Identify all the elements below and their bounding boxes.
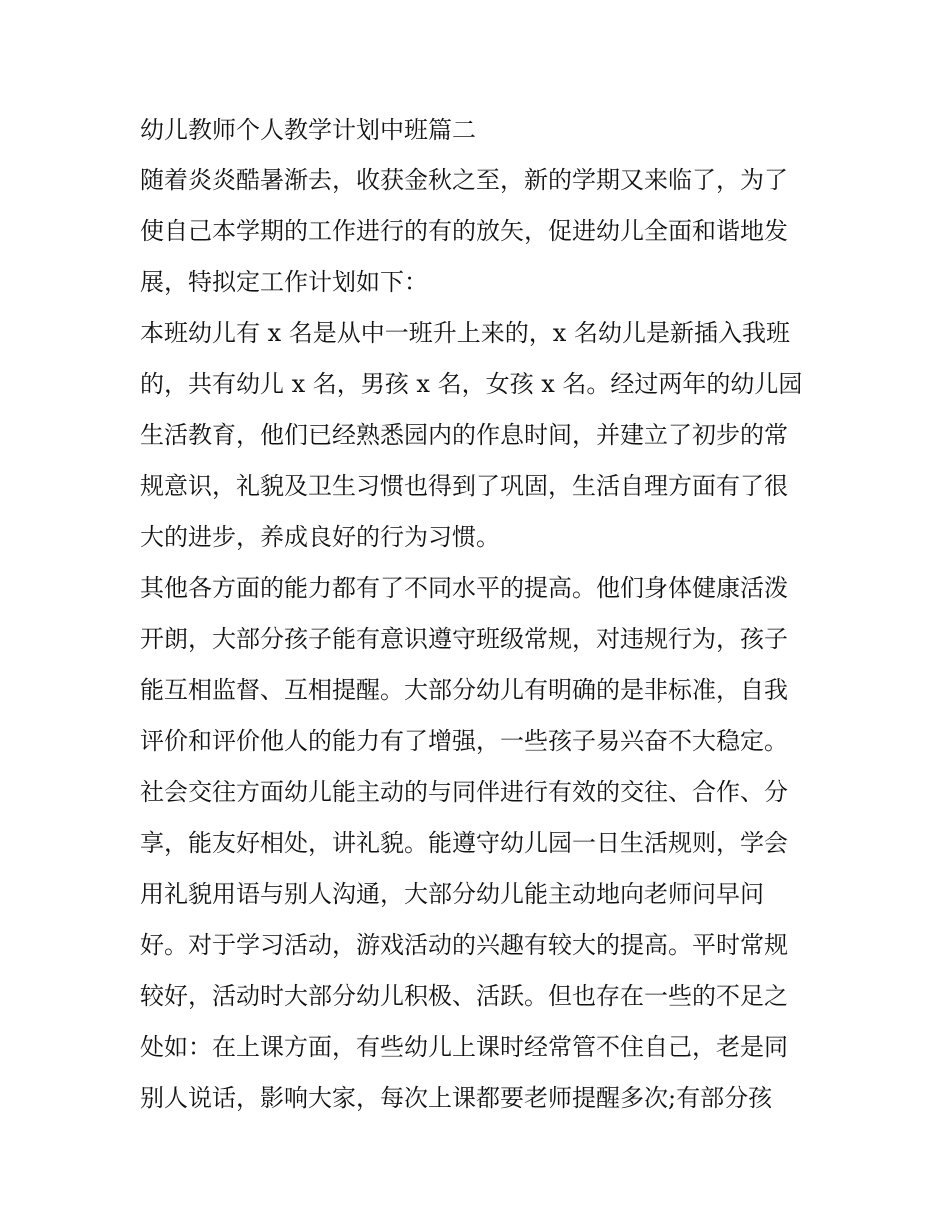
text-line: 大的进步，养成良好的行为习惯。 — [140, 523, 500, 551]
text-line: 的，共有幼儿 x 名，男孩 x 名，女孩 x 名。经过两年的幼儿园 — [140, 370, 803, 398]
text-line: 展，特拟定工作计划如下： — [140, 268, 428, 296]
text-line: 社会交往方面幼儿能主动的与同伴进行有效的交往、合作、分 — [140, 778, 788, 806]
text-line: 好。对于学习活动，游戏活动的兴趣有较大的提高。平时常规 — [140, 931, 788, 959]
text-line: 别人说话，影响大家，每次上课都要老师提醒多次;有部分孩 — [140, 1084, 773, 1112]
paragraph-intro — [140, 155, 820, 308]
paragraph-abilities — [140, 563, 820, 1124]
text-line: 用礼貌用语与别人沟通，大部分幼儿能主动地向老师问早问 — [140, 880, 764, 908]
text-line: 随着炎炎酷暑渐去，收获金秋之至，新的学期又来临了，为了 — [140, 166, 788, 194]
text-line: 其他各方面的能力都有了不同水平的提高。他们身体健康活泼 — [140, 574, 788, 602]
document-title: 幼儿教师个人教学计划中班篇二 — [140, 116, 476, 144]
text-line: 处如：在上课方面，有些幼儿上课时经常管不住自己，老是同 — [140, 1033, 788, 1061]
paragraph-class-overview — [140, 308, 820, 563]
text-line: 享，能友好相处，讲礼貌。能遵守幼儿园一日生活规则，学会 — [140, 829, 788, 857]
text-line: 本班幼儿有 x 名是从中一班升上来的，x 名幼儿是新插入我班 — [140, 319, 790, 347]
text-line: 评价和评价他人的能力有了增强，一些孩子易兴奋不大稳定。 — [140, 727, 788, 755]
document-body — [140, 105, 820, 1124]
text-line: 规意识，礼貌及卫生习惯也得到了巩固，生活自理方面有了很 — [140, 472, 788, 500]
text-line: 能互相监督、互相提醒。大部分幼儿有明确的是非标准，自我 — [140, 676, 788, 704]
text-line: 较好，活动时大部分幼儿积极、活跃。但也存在一些的不足之 — [140, 982, 788, 1010]
text-line: 开朗，大部分孩子能有意识遵守班级常规，对违规行为，孩子 — [140, 625, 788, 653]
text-line: 使自己本学期的工作进行的有的放矢，促进幼儿全面和谐地发 — [140, 217, 788, 245]
text-line: 生活教育，他们已经熟悉园内的作息时间，并建立了初步的常 — [140, 421, 788, 449]
